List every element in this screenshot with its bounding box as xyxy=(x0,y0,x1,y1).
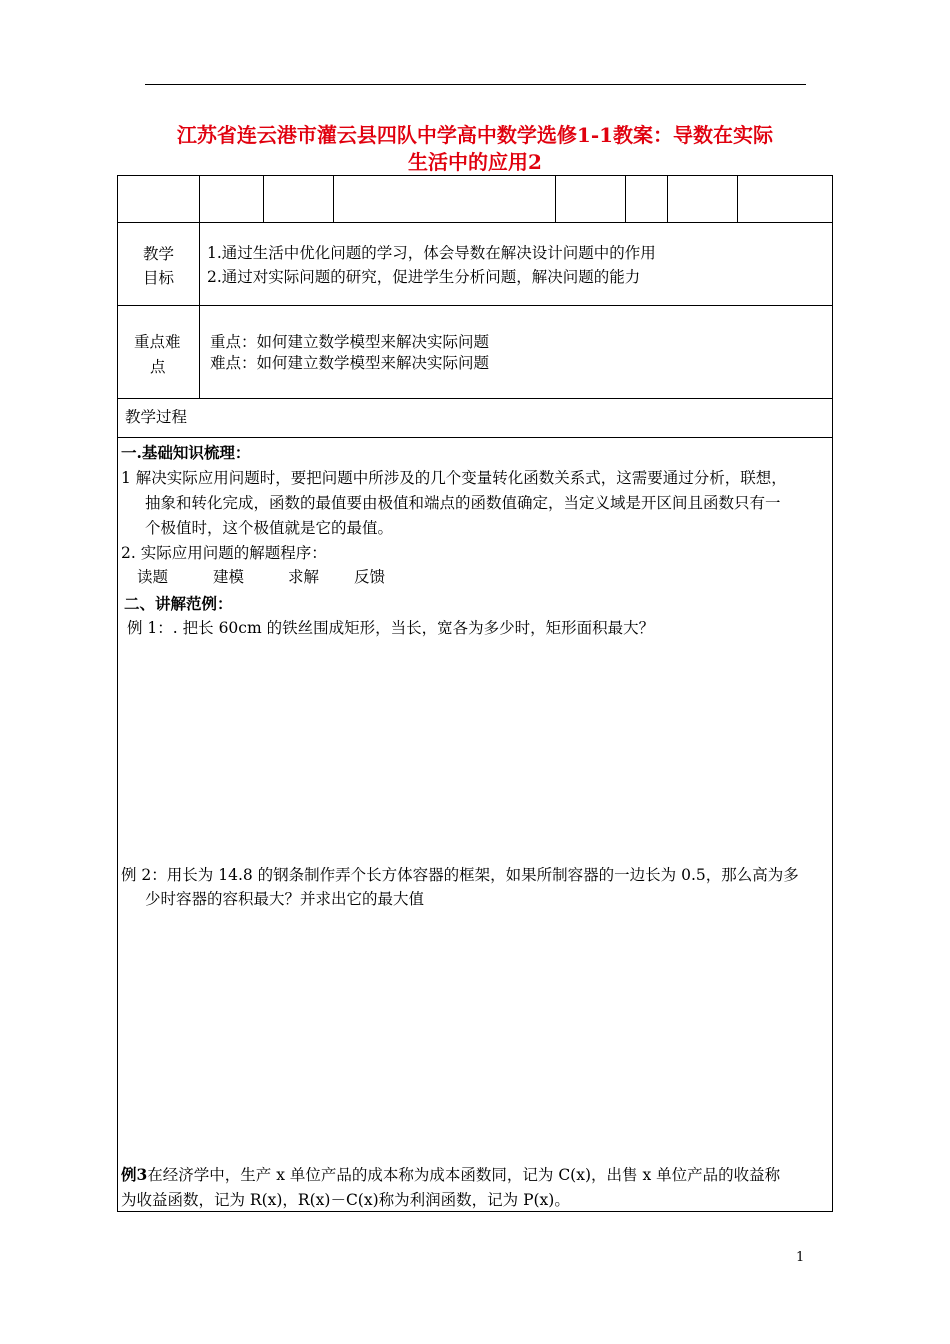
example-3-line1 xyxy=(121,1163,780,1187)
step-model: 建模 xyxy=(213,568,245,586)
page-number: 1 xyxy=(796,1250,805,1265)
difficult-point-text: 难点：如何建立数学模型来解决实际问题 xyxy=(210,354,490,372)
example-2-line1: 例 2：用长为 14.8 的钢条制作弄个长方体容器的框架，如果所制容器的一边长为 0.5，那么高为多 xyxy=(121,866,799,884)
section1-item2: 2. 实际应用问题的解题程序： xyxy=(121,544,327,562)
example-3-label: 例3 xyxy=(121,1165,148,1184)
section1-item1-line3: 个极值时，这个极值就是它的最值。 xyxy=(145,519,394,537)
process-label: 教学过程 xyxy=(125,408,188,426)
section1-heading: 一.基础知识梳理： xyxy=(121,443,251,462)
key-point-text: 重点：如何建立数学模型来解决实际问题 xyxy=(210,333,490,351)
step-solve: 求解 xyxy=(288,568,320,586)
example-2-line2: 少时容器的容积最大？并求出它的最大值 xyxy=(145,890,425,908)
step-read: 读题 xyxy=(137,568,169,586)
keypoints-label-1: 重点难 xyxy=(134,333,181,351)
keypoints-label-2: 点 xyxy=(150,358,166,376)
example-1: 例 1：. 把长 60cm 的铁丝围成矩形，当长，宽各为多少时，矩形面积最大？ xyxy=(127,619,655,637)
example-3-text: 在经济学中，生产 x 单位产品的成本称为成本函数同，记为 C(x)，出售 x 单位产品的收益称 xyxy=(147,1166,781,1184)
objectives-label-2: 目标 xyxy=(143,269,175,287)
title-line-1: 江苏省连云港市灌云县四队中学高中数学选修1-1教案：导数在实际 xyxy=(176,123,774,147)
title-line-2: 生活中的应用2 xyxy=(408,150,542,174)
section1-item1-line2: 抽象和转化完成，函数的最值要由极值和端点的函数值确定，当定义域是开区间且函数只有一 xyxy=(145,494,781,512)
section2-heading: 二、讲解范例： xyxy=(124,594,233,613)
objective-item-1: 1.通过生活中优化问题的学习，体会导数在解决设计问题中的作用 xyxy=(207,244,656,262)
objective-item-2: 2.通过对实际问题的研究，促进学生分析问题，解决问题的能力 xyxy=(207,268,641,286)
objectives-label-1: 教学 xyxy=(143,245,175,263)
section1-item1-line1: 1 解决实际应用问题时，要把问题中所涉及的几个变量转化函数关系式，这需要通过分析，联想， xyxy=(121,469,787,487)
example-3-line2: 为收益函数，记为 R(x)，R(x)－C(x)称为利润函数，记为 P(x)。 xyxy=(121,1191,570,1209)
step-feedback: 反馈 xyxy=(354,568,386,586)
